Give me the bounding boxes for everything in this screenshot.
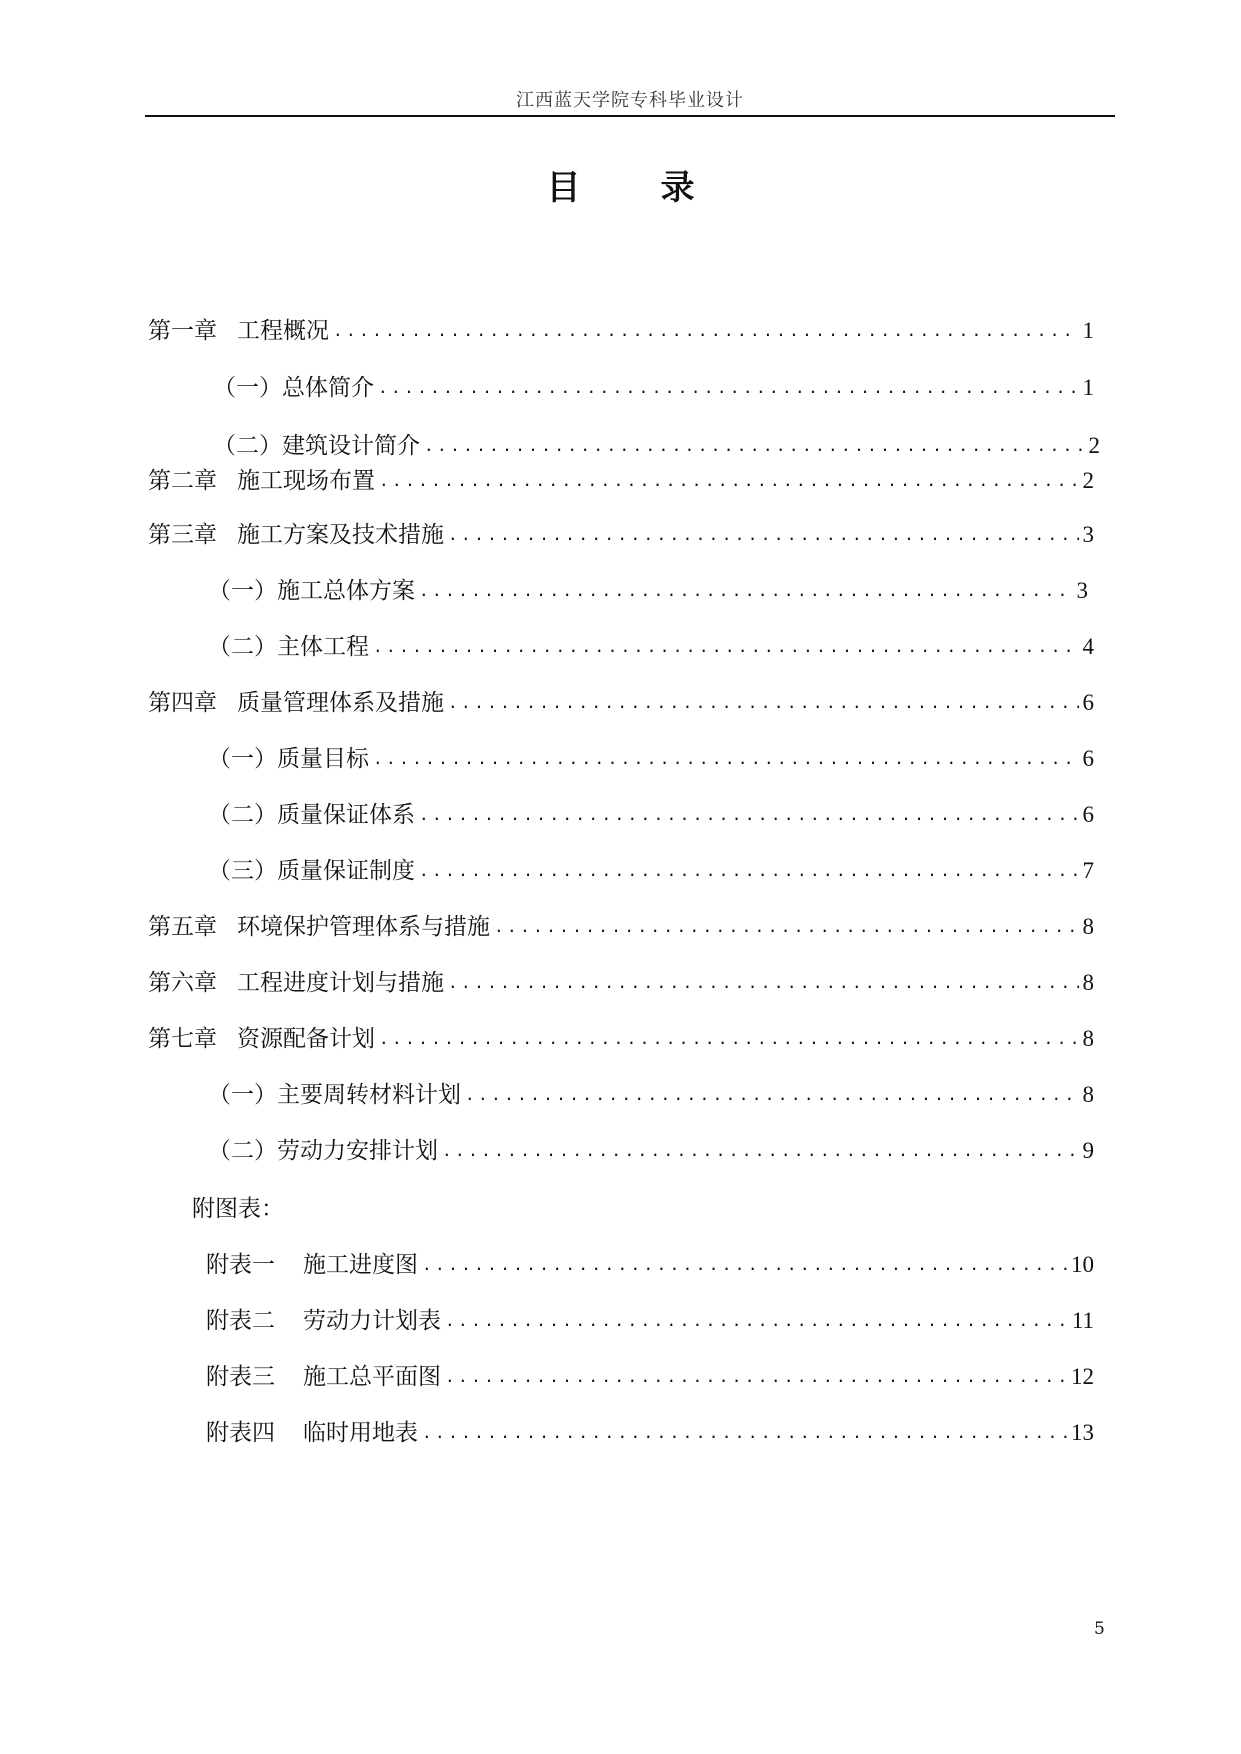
running-header: 江西蓝天学院专科毕业设计 <box>516 90 744 111</box>
toc-entry-label: 资源配备计划 <box>237 1026 375 1052</box>
appendix-number: 附表三 <box>206 1364 275 1390</box>
toc-dot-leader <box>379 471 1079 490</box>
appendix-number: 附表四 <box>206 1420 275 1446</box>
toc-entry-section[interactable] <box>208 796 1094 830</box>
appendix-number: 附表二 <box>206 1308 275 1334</box>
toc-chapter-number: 第一章 <box>148 318 217 344</box>
appendix-page-number: 12 <box>1071 1364 1094 1389</box>
appendix-label: 临时用地表 <box>303 1420 418 1446</box>
appendix-page-number: 11 <box>1071 1308 1094 1333</box>
toc-entry-section[interactable] <box>213 427 1100 461</box>
toc-dot-leader <box>445 1367 1067 1386</box>
toc-entry-label: 质量管理体系及措施 <box>237 690 444 716</box>
appendix-label: 施工总平面图 <box>303 1364 441 1390</box>
toc-chapter-number: 第四章 <box>148 690 217 716</box>
toc-dot-leader <box>419 805 1079 824</box>
toc-chapter-number: 第六章 <box>148 970 217 996</box>
toc-page-number: 3 <box>1076 578 1088 603</box>
page-number: 5 <box>1094 1619 1105 1639</box>
toc-entry-label: （二）劳动力安排计划 <box>208 1138 438 1164</box>
toc-page-number: 9 <box>1082 1138 1094 1163</box>
toc-entry-label: （一）质量目标 <box>208 746 369 772</box>
title-char-left: 目 <box>546 168 581 208</box>
toc-dot-leader <box>445 1311 1068 1330</box>
toc-dot-leader <box>422 1255 1067 1274</box>
toc-dot-leader <box>465 1085 1079 1104</box>
toc-dot-leader <box>494 917 1079 936</box>
toc-dot-leader <box>448 525 1079 544</box>
toc-entry-section[interactable] <box>208 1076 1094 1110</box>
appendix-page-number: 10 <box>1071 1252 1094 1277</box>
toc-entry-label: 施工方案及技术措施 <box>237 522 444 548</box>
toc-entry-label: （一）施工总体方案 <box>208 578 415 604</box>
toc-dot-leader <box>419 861 1079 880</box>
toc-dot-leader <box>333 321 1079 340</box>
toc-page-number: 2 <box>1082 468 1094 493</box>
toc-dot-leader <box>378 378 1079 397</box>
toc-page-number: 8 <box>1082 1082 1094 1107</box>
header-divider <box>145 115 1115 117</box>
toc-entry-chapter[interactable] <box>148 462 1094 496</box>
toc-page-number: 6 <box>1082 746 1094 771</box>
toc-page-number: 6 <box>1082 802 1094 827</box>
toc-dot-leader <box>373 637 1079 656</box>
toc-dot-leader <box>419 581 1073 600</box>
toc-entry-label: 工程进度计划与措施 <box>237 970 444 996</box>
toc-entry-chapter[interactable] <box>148 1020 1094 1054</box>
toc-dot-leader <box>442 1141 1079 1160</box>
toc-entry-chapter[interactable] <box>148 684 1094 718</box>
appendix-entry[interactable] <box>206 1414 1094 1448</box>
toc-entry-label: （三）质量保证制度 <box>208 858 415 884</box>
toc-entry-section[interactable] <box>208 1132 1094 1166</box>
toc-page-number: 8 <box>1082 970 1094 995</box>
toc-entry-label: 工程概况 <box>237 318 329 344</box>
toc-page-number: 2 <box>1088 433 1100 458</box>
toc-entry-chapter[interactable] <box>148 964 1094 998</box>
toc-entry-label: 施工现场布置 <box>237 468 375 494</box>
toc-entry-section[interactable] <box>208 628 1094 662</box>
toc-chapter-number: 第五章 <box>148 914 217 940</box>
toc-entry-label: （一）总体简介 <box>213 375 374 401</box>
toc-page-number: 1 <box>1082 375 1094 400</box>
toc-entry-section[interactable] <box>213 369 1094 403</box>
toc-dot-leader <box>379 1029 1079 1048</box>
toc-page-number: 3 <box>1082 522 1094 547</box>
toc-page-number: 6 <box>1082 690 1094 715</box>
toc-entry-label: （二）质量保证体系 <box>208 802 415 828</box>
appendix-heading: 附图表： <box>192 1196 284 1222</box>
toc-entry-section[interactable] <box>208 740 1094 774</box>
toc-chapter-number: 第二章 <box>148 468 217 494</box>
toc-entry-chapter[interactable] <box>148 908 1094 942</box>
toc-dot-leader <box>424 436 1085 455</box>
appendix-entry[interactable] <box>206 1246 1094 1280</box>
toc-page-number: 1 <box>1082 318 1094 343</box>
toc-page-number: 8 <box>1082 914 1094 939</box>
toc-entry-label: 环境保护管理体系与措施 <box>237 914 490 940</box>
appendix-label: 施工进度图 <box>303 1252 418 1278</box>
page-title <box>0 160 1241 209</box>
toc-chapter-number: 第七章 <box>148 1026 217 1052</box>
toc-entry-chapter[interactable] <box>148 312 1094 346</box>
toc-dot-leader <box>422 1423 1067 1442</box>
toc-page-number: 7 <box>1082 858 1094 883</box>
toc-dot-leader <box>448 973 1079 992</box>
toc-dot-leader <box>448 693 1079 712</box>
toc-entry-section[interactable] <box>208 572 1088 606</box>
appendix-label: 劳动力计划表 <box>303 1308 441 1334</box>
toc-entry-chapter[interactable] <box>148 516 1094 550</box>
toc-entry-label: （一）主要周转材料计划 <box>208 1082 461 1108</box>
title-char-right: 录 <box>660 168 695 208</box>
toc-entry-label: （二）建筑设计简介 <box>213 433 420 459</box>
appendix-entry[interactable] <box>206 1358 1094 1392</box>
appendix-page-number: 13 <box>1071 1420 1094 1445</box>
toc-entry-label: （二）主体工程 <box>208 634 369 660</box>
toc-entry-section[interactable] <box>208 852 1094 886</box>
toc-page-number: 4 <box>1082 634 1094 659</box>
appendix-number: 附表一 <box>206 1252 275 1278</box>
toc-page-number: 8 <box>1082 1026 1094 1051</box>
toc-chapter-number: 第三章 <box>148 522 217 548</box>
appendix-entry[interactable] <box>206 1302 1094 1336</box>
toc-dot-leader <box>373 749 1079 768</box>
